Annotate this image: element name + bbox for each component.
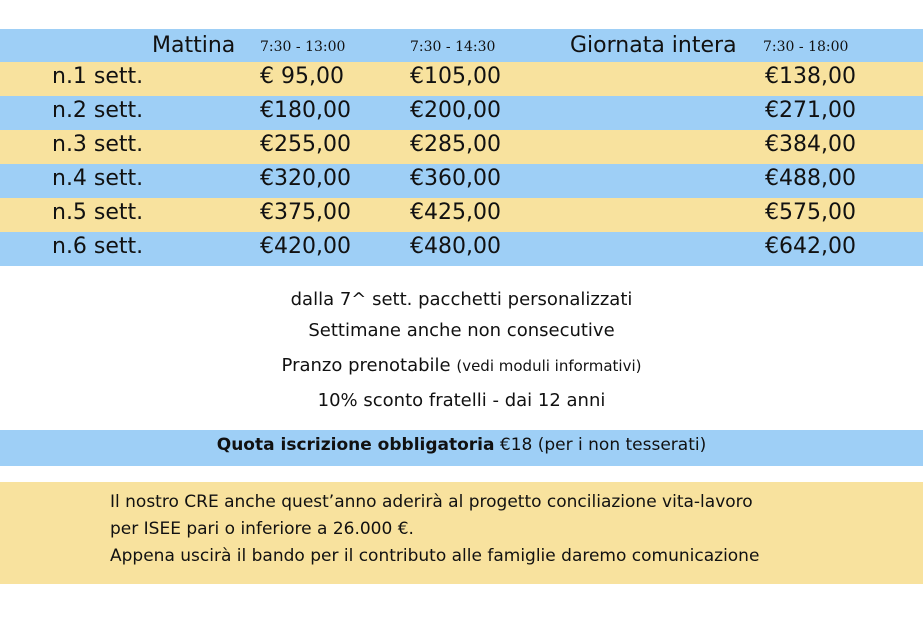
quota-banner [0, 430, 923, 466]
price-mattina-1300: €180,00 [260, 98, 351, 123]
header-time-1300: 7:30 - 13:00 [260, 39, 346, 55]
info-lunch [0, 355, 923, 376]
price-mattina-1300: € 95,00 [260, 64, 344, 89]
price-giornata-intera: €384,00 [765, 132, 856, 157]
row-label: n.1 sett. [52, 64, 144, 89]
price-mattina-1430: €285,00 [410, 132, 501, 157]
price-giornata-intera: €575,00 [765, 200, 856, 225]
price-mattina-1430: €105,00 [410, 64, 501, 89]
row-label: n.4 sett. [52, 166, 144, 191]
notice-line-1: Il nostro CRE anche quest’anno aderirà al progetto conciliazione vita-lavoro [110, 492, 753, 512]
table-row [0, 62, 923, 96]
row-label: n.2 sett. [52, 98, 144, 123]
price-mattina-1300: €420,00 [260, 234, 351, 259]
notice-banner [0, 482, 923, 584]
notice-line-3: Appena uscirà il bando per il contributo alle famiglie daremo comunicazione [110, 546, 760, 566]
table-row [0, 130, 923, 164]
price-mattina-1430: €425,00 [410, 200, 501, 225]
price-giornata-intera: €488,00 [765, 166, 856, 191]
table-row [0, 232, 923, 266]
info-lunch-main: Pranzo prenotabile [281, 355, 451, 376]
info-sibling-discount: 10% sconto fratelli - dai 12 anni [317, 390, 606, 411]
info-custom-packages: dalla 7^ sett. pacchetti personalizzati [290, 289, 633, 310]
price-giornata-intera: €271,00 [765, 98, 856, 123]
header-giornata-intera: Giornata intera [570, 33, 737, 58]
price-mattina-1300: €320,00 [260, 166, 351, 191]
price-mattina-1300: €255,00 [260, 132, 351, 157]
row-label: n.6 sett. [52, 234, 144, 259]
notice-line-2: per ISEE pari o inferiore a 26.000 €. [110, 519, 414, 539]
header-time-1800: 7:30 - 18:00 [763, 39, 849, 55]
price-mattina-1430: €200,00 [410, 98, 501, 123]
info-non-consecutive: Settimane anche non consecutive [308, 320, 615, 341]
price-table-header [0, 29, 923, 62]
price-giornata-intera: €642,00 [765, 234, 856, 259]
quota-label: Quota iscrizione obbligatoria [216, 435, 495, 455]
header-mattina: Mattina [152, 33, 236, 58]
row-label: n.5 sett. [52, 200, 144, 225]
table-row [0, 198, 923, 232]
price-mattina-1430: €360,00 [410, 166, 501, 191]
price-mattina-1430: €480,00 [410, 234, 501, 259]
price-giornata-intera: €138,00 [765, 64, 856, 89]
quota-value: €18 (per i non tesserati) [499, 435, 707, 455]
price-mattina-1300: €375,00 [260, 200, 351, 225]
table-row [0, 164, 923, 198]
header-time-1430: 7:30 - 14:30 [410, 39, 496, 55]
table-row [0, 96, 923, 130]
quota-text [0, 435, 923, 455]
info-lunch-note: (vedi moduli informativi) [456, 357, 642, 375]
row-label: n.3 sett. [52, 132, 144, 157]
